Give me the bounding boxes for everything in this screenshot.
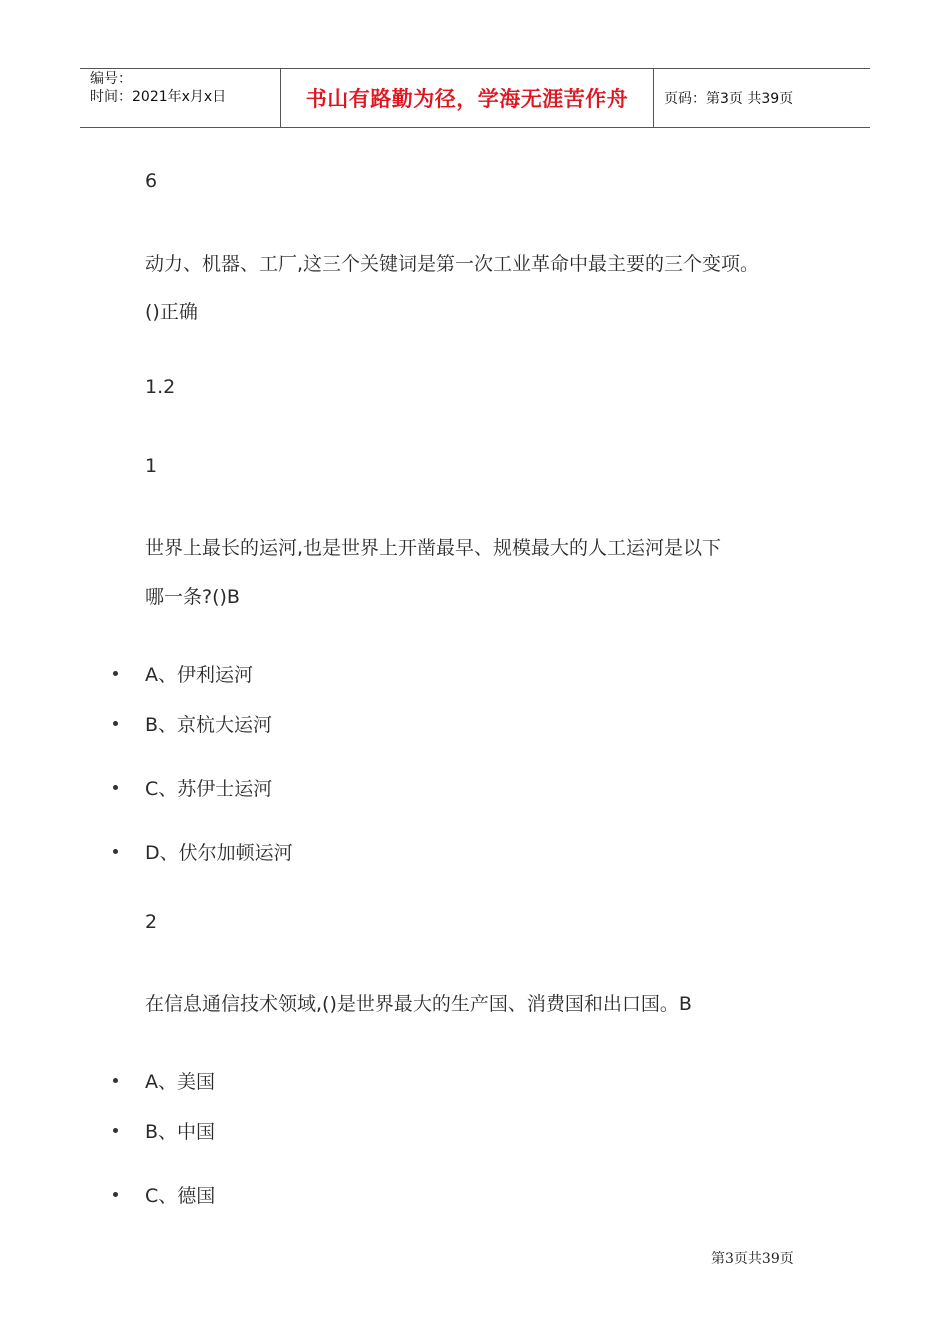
question-text: 世界上最长的运河,也是世界上开凿最早、规模最大的人工运河是以下 [145,537,722,559]
option-text: A、美国 [145,1071,215,1093]
option-text: D、伏尔加顿运河 [145,842,293,864]
bullet-icon [113,671,118,676]
option-text: C、德国 [145,1185,216,1207]
bullet-icon [113,1078,118,1083]
header-page-info: 页码：第3页 共39页 [664,91,794,107]
bullet-icon [113,1192,118,1197]
option-text: B、京杭大运河 [145,714,273,736]
option-text: C、苏伊士运河 [145,778,273,800]
bullet-icon [113,721,118,726]
bullet-icon [113,785,118,790]
question-number: 6 [145,170,158,192]
bullet-icon [113,849,118,854]
question-number: 2 [145,911,158,933]
question-text: 在信息通信技术领域,()是世界最大的生产国、消费国和出口国。B [145,993,692,1015]
footer-page-number: 第3页共39页 [711,1251,794,1267]
question-number: 1 [145,455,158,477]
option-text: A、伊利运河 [145,664,253,686]
question-answer: ()正确 [145,301,198,323]
bullet-icon [113,1128,118,1133]
section-number: 1.2 [145,376,176,398]
question-answer: 哪一条?()B [145,586,240,608]
serial-label: 编号： [90,71,132,87]
time-label: 时间：2021年x月x日 [90,89,227,105]
option-text: B、中国 [145,1121,216,1143]
header-motto: 书山有路勤为径，学海无涯苦作舟 [281,69,654,127]
question-text: 动力、机器、工厂,这三个关键词是第一次工业革命中最主要的三个变项。 [145,253,760,275]
